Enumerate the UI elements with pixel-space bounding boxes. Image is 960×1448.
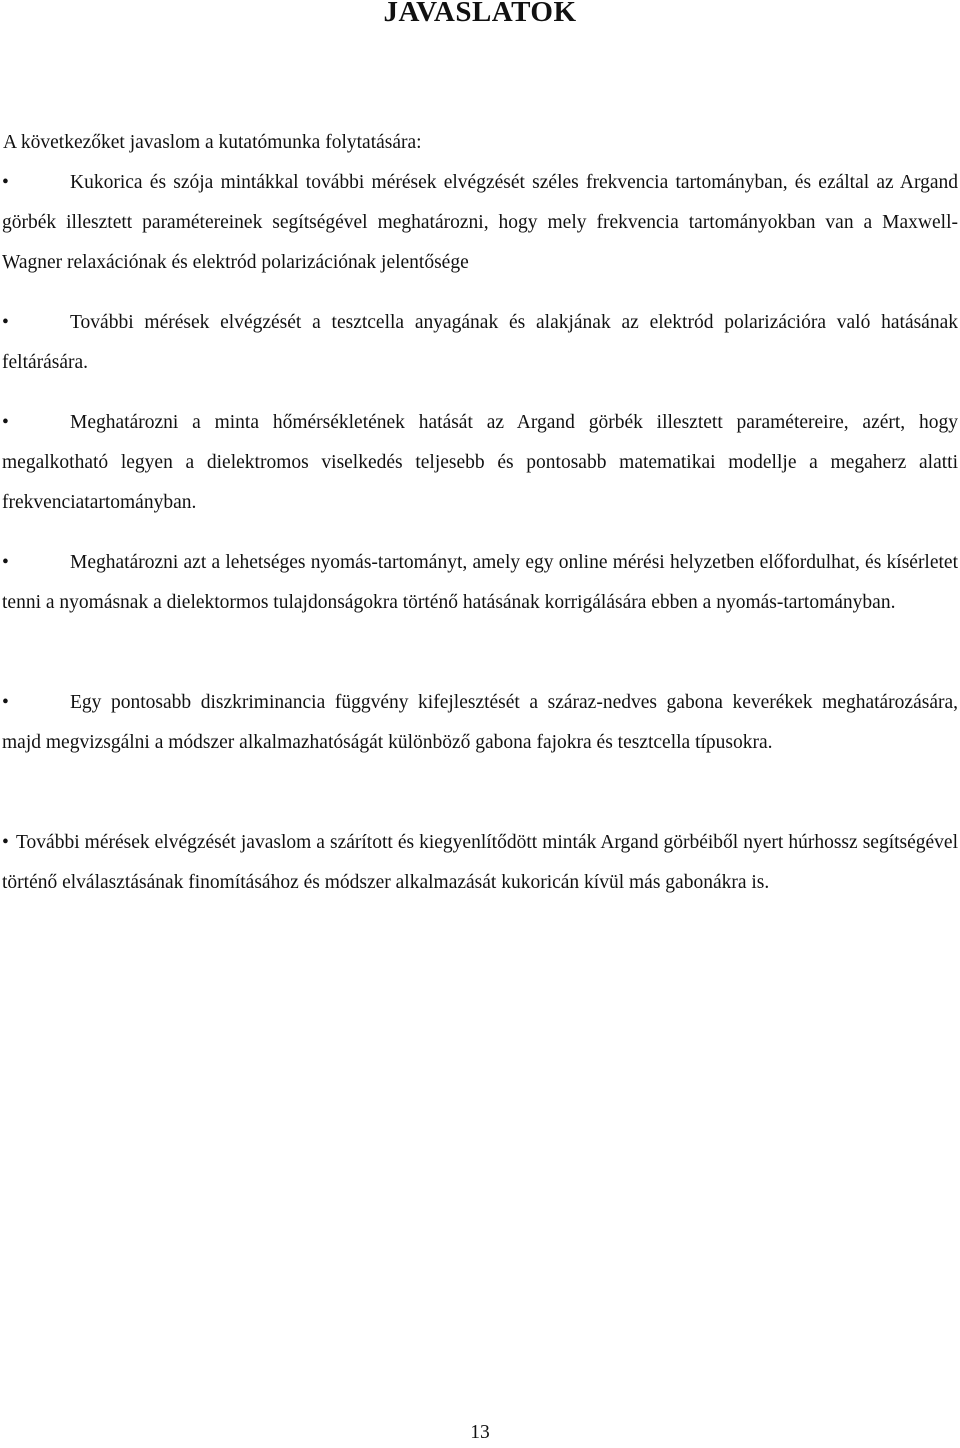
bullet-icon: •	[2, 692, 9, 713]
bullet-icon: •	[2, 832, 9, 853]
list-item-text: Meghatározni a minta hőmérsékletének hatását az Argand görbék illesztett paramétereire, azért, hogy megalkotható legyen a dielektromos viselkedés teljesebb és pontosabb matematikai modellje a megaherz alatti frekvenciatartományban.	[2, 412, 958, 513]
list-item	[2, 403, 958, 523]
bullet-icon: •	[2, 412, 9, 433]
list-item	[2, 543, 958, 623]
list-item-text: Meghatározni azt a lehetséges nyomás-tartományt, amely egy online mérési helyzetben előfordulhat, és kísérletet tenni a nyomásnak a dielektormos tulajdonságokra történő hatásának korrigálására ebben a nyomás-tartományban.	[2, 552, 958, 613]
list-item	[2, 823, 958, 903]
intro-text: A következőket javaslom a kutatómunka folytatására:	[3, 132, 422, 153]
bullet-icon: •	[2, 172, 9, 193]
list-item-text: További mérések elvégzését javaslom a szárított és kiegyenlítődött minták Argand görbéiből nyert húrhossz segítségével történő elválasztásának finomításához és módszer alkalmazását kukoricán kívül más gabonákra is.	[2, 832, 958, 893]
page-number: 13	[470, 1422, 490, 1443]
bullet-icon: •	[2, 552, 9, 573]
list-item	[2, 163, 958, 283]
bullet-icon: •	[2, 312, 9, 333]
list-item	[2, 683, 958, 763]
list-item-text: Kukorica és szója mintákkal további mérések elvégzését széles frekvencia tartományban, és ezáltal az Argand görbék illesztett paramétereinek segítségével meghatározni, hogy mely frekvencia tartományokban van a Maxwell-Wagner relaxációnak és elektród polarizációnak jelentősége	[2, 172, 958, 273]
page-title: JAVASLATOK	[383, 0, 577, 28]
list-item-text: További mérések elvégzését a tesztcella anyagának és alakjának az elektród polarizációra való hatásának feltárására.	[2, 312, 958, 373]
list-item-text: Egy pontosabb diszkriminancia függvény kifejlesztését a száraz-nedves gabona keverékek meghatározására, majd megvizsgálni a módszer alkalmazhatóságát különböző gabona fajokra és tesztcella típusokra.	[2, 692, 958, 753]
list-item	[2, 303, 958, 383]
